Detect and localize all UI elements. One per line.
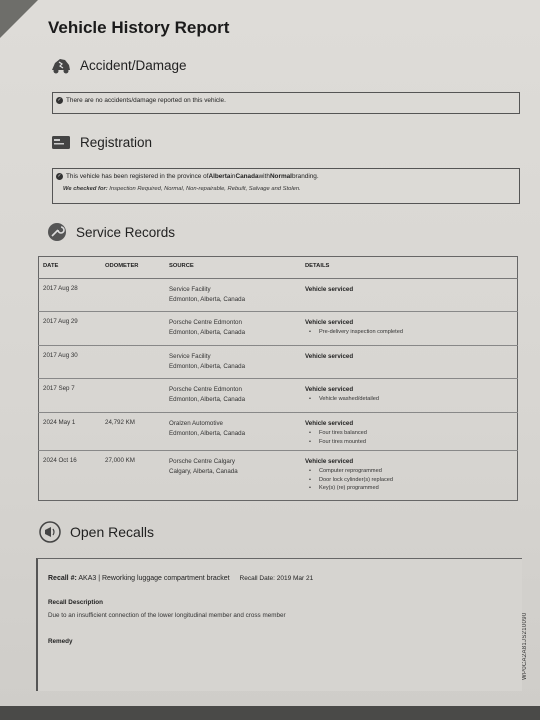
check-icon: ✓ bbox=[57, 173, 62, 179]
registration-message: ✓ This vehicle has been registered in the province of Alberta in Canada with Normal branding. bbox=[57, 173, 319, 180]
table-row bbox=[39, 346, 518, 379]
detail-bullet: • Computer reprogrammed bbox=[319, 467, 513, 476]
cell-details bbox=[301, 379, 518, 413]
accident-box bbox=[52, 92, 520, 114]
service-date: 2017 Aug 30 bbox=[43, 352, 78, 359]
detail-bullet: • Four tires mounted bbox=[319, 438, 513, 447]
recall-card bbox=[36, 558, 522, 691]
recall-description-label: Recall Description bbox=[48, 599, 103, 606]
detail-title: Vehicle serviced bbox=[305, 353, 354, 360]
recalls-heading: Open Recalls bbox=[70, 524, 155, 540]
detail-title: Vehicle serviced bbox=[305, 286, 354, 293]
cell-details bbox=[301, 413, 518, 451]
cell-source bbox=[165, 451, 301, 501]
registration-heading: Registration bbox=[80, 134, 153, 150]
table-row bbox=[39, 279, 518, 312]
table-row bbox=[39, 451, 518, 501]
cell-source bbox=[165, 379, 301, 413]
megaphone-icon bbox=[38, 521, 62, 543]
cell-details bbox=[301, 346, 518, 379]
service-date: 2017 Aug 28 bbox=[43, 285, 78, 292]
source-location: Edmonton, Alberta, Canada bbox=[169, 396, 246, 403]
detail-title: Vehicle serviced bbox=[305, 386, 354, 393]
cell-details bbox=[301, 312, 518, 346]
service-records-table bbox=[38, 256, 518, 501]
table-row bbox=[39, 312, 518, 346]
checked-for-text: We checked for: Inspection Required, Normal, Non-repairable, Rebuilt, Salvage and Stolen. bbox=[63, 186, 301, 192]
cell-date bbox=[39, 451, 102, 501]
detail-bullet: • Four tires balanced bbox=[319, 429, 513, 438]
col-details: DETAILS bbox=[301, 257, 518, 279]
detail-bullet: • Door lock cylinder(s) replaced bbox=[319, 476, 513, 485]
cell-odometer bbox=[101, 413, 165, 451]
accident-heading: Accident/Damage bbox=[80, 57, 187, 73]
source-location: Edmonton, Alberta, Canada bbox=[169, 363, 246, 370]
registration-section-header bbox=[50, 132, 152, 152]
source-name: Porsche Centre Calgary bbox=[169, 458, 236, 465]
accident-section-header bbox=[50, 55, 187, 75]
recall-line: Recall #: AKA3 | Reworking luggage compartment bracket Recall Date: 2019 Mar 21 bbox=[48, 575, 314, 582]
table-row bbox=[39, 379, 518, 413]
source-location: Edmonton, Alberta, Canada bbox=[169, 296, 246, 303]
page-title: Vehicle History Report bbox=[48, 18, 230, 37]
cell-source bbox=[165, 346, 301, 379]
cell-source bbox=[165, 312, 301, 346]
accident-message: ✓ There are no accidents/damage reported on this vehicle. bbox=[57, 97, 226, 104]
cell-source bbox=[165, 279, 301, 312]
registration-box bbox=[52, 168, 520, 204]
detail-title: Vehicle serviced bbox=[305, 319, 354, 326]
detail-bullet: • Pre-delivery inspection completed bbox=[319, 328, 513, 337]
cell-source bbox=[165, 413, 301, 451]
service-date: 2024 Oct 16 bbox=[43, 457, 77, 464]
service-odometer: 24,792 KM bbox=[105, 419, 135, 426]
detail-bullet: • Vehicle washed/detailed bbox=[319, 395, 513, 404]
check-icon: ✓ bbox=[57, 97, 62, 103]
source-name: Service Facility bbox=[169, 353, 211, 360]
source-location: Calgary, Alberta, Canada bbox=[169, 468, 238, 475]
detail-bullets bbox=[305, 328, 513, 337]
wrench-icon bbox=[46, 222, 68, 242]
cell-odometer bbox=[101, 312, 165, 346]
registration-card-icon bbox=[50, 132, 72, 152]
table-row bbox=[39, 413, 518, 451]
source-location: Edmonton, Alberta, Canada bbox=[169, 430, 246, 437]
cell-odometer bbox=[101, 279, 165, 312]
source-name: Porsche Centre Edmonton bbox=[169, 386, 242, 393]
cell-date bbox=[39, 312, 102, 346]
cell-date bbox=[39, 346, 102, 379]
car-crash-icon bbox=[50, 55, 72, 75]
cell-date bbox=[39, 279, 102, 312]
cell-odometer bbox=[101, 451, 165, 501]
source-location: Edmonton, Alberta, Canada bbox=[169, 329, 246, 336]
col-date: DATE bbox=[39, 257, 102, 279]
remedy-label: Remedy bbox=[48, 638, 73, 645]
detail-bullets bbox=[305, 395, 513, 404]
cell-date bbox=[39, 379, 102, 413]
background-strip bbox=[0, 706, 540, 720]
col-source: SOURCE bbox=[165, 257, 301, 279]
service-date: 2017 Aug 29 bbox=[43, 318, 78, 325]
cell-details bbox=[301, 451, 518, 501]
vin-number: WP0CA2A81JS210090 bbox=[522, 612, 528, 680]
recall-description-text: Due to an insufficient connection of the lower longitudinal member and cross member bbox=[48, 612, 286, 619]
table-header-row bbox=[39, 257, 518, 279]
service-odometer: 27,000 KM bbox=[105, 457, 135, 464]
cell-details bbox=[301, 279, 518, 312]
cell-odometer bbox=[101, 346, 165, 379]
detail-bullets bbox=[305, 429, 513, 446]
service-section-header bbox=[46, 222, 175, 242]
source-name: Porsche Centre Edmonton bbox=[169, 319, 242, 326]
cell-odometer bbox=[101, 379, 165, 413]
page-corner-shadow bbox=[0, 0, 38, 38]
detail-title: Vehicle serviced bbox=[305, 420, 354, 427]
source-name: Service Facility bbox=[169, 286, 211, 293]
detail-bullets bbox=[305, 467, 513, 493]
source-name: Oralzen Automotive bbox=[169, 420, 223, 427]
detail-title: Vehicle serviced bbox=[305, 458, 354, 465]
detail-bullet: • Key(s) (re) programmed bbox=[319, 484, 513, 493]
service-date: 2017 Sep 7 bbox=[43, 385, 75, 392]
col-odometer: ODOMETER bbox=[101, 257, 165, 279]
recalls-section-header bbox=[38, 521, 154, 543]
service-heading: Service Records bbox=[76, 224, 176, 240]
service-date: 2024 May 1 bbox=[43, 419, 76, 426]
cell-date bbox=[39, 413, 102, 451]
